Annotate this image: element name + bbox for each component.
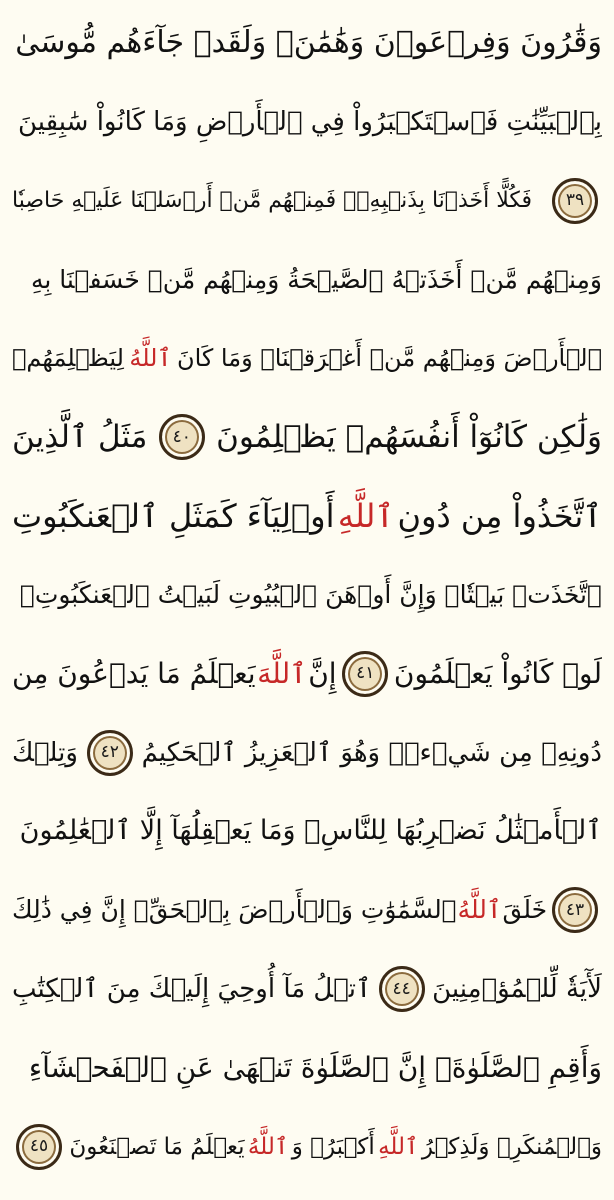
text-line (12, 877, 602, 943)
verse-text: خَلَقَ (502, 895, 548, 925)
text-line (12, 641, 602, 707)
divine-name-text: ٱللَّهَ (257, 656, 307, 690)
text-line (12, 1035, 602, 1101)
verse-text: بِٱلۡبَيِّنَٰتِ فَٱسۡتَكۡبَرُواْ فِي ٱلۡأَرۡضِ وَمَا كَانُواْ سَٰبِقِينَ (18, 106, 602, 137)
text-line (12, 10, 602, 76)
text-line (12, 247, 602, 313)
verse-text: لَوۡ كَانُواْ يَعۡلَمُونَ (393, 656, 602, 690)
divine-name-text: ٱللَّهِ (337, 497, 395, 536)
ayah-number-marker: ٤٣ (552, 887, 598, 933)
ayah-number-marker: ٤٤ (379, 966, 425, 1012)
ayah-number-marker: ٤٢ (87, 730, 133, 776)
verse-text: أَكۡبَرُۗ وَ (291, 1133, 375, 1160)
verse-text: وَمِنۡهُم مَّنۡ أَخَذَتۡهُ ٱلصَّيۡحَةُ وَمِنۡهُم مَّنۡ خَسَفۡنَا بِهِ (30, 264, 602, 294)
divine-name-text: ٱللَّهُ (129, 344, 172, 373)
text-line (12, 1114, 602, 1180)
verse-text: وَقَٰرُونَ وَفِرۡعَوۡنَ وَهَٰمَٰنَۖ وَلَقَدۡ جَآءَهُم مُّوسَىٰ (15, 25, 602, 60)
verse-text: لِيَظۡلِمَهُمۡ (12, 344, 124, 373)
verse-text: يَعۡلَمُ مَا تَصۡنَعُونَ (69, 1133, 245, 1160)
text-line (12, 168, 602, 234)
verse-text: ٱلۡأَمۡثَٰلُ نَضۡرِبُهَا لِلنَّاسِۖ وَمَا يَعۡقِلُهَآ إِلَّا ٱلۡعَٰلِمُونَ (19, 815, 602, 847)
text-line (12, 483, 602, 549)
verse-text: مَثَلُ ٱلَّذِينَ (12, 419, 148, 456)
text-line (12, 562, 602, 628)
verse-text: وَتِلۡكَ (12, 737, 78, 768)
text-line (12, 798, 602, 864)
verse-text: دُونِهِۦ مِن شَيۡءٖۚ وَهُوَ ٱلۡعَزِيزُ ٱلۡحَكِيمُ (141, 737, 602, 768)
text-line (12, 404, 602, 470)
verse-text: ٱتۡلُ مَآ أُوحِيَ إِلَيۡكَ مِنَ ٱلۡكِتَٰبِ (12, 974, 372, 1005)
ayah-number-marker: ٤٠ (159, 414, 205, 460)
ayah-number-marker: ٣٩ (552, 178, 598, 224)
verse-text: وَٱلۡمُنكَرِۗ وَلَذِكۡرُ (421, 1133, 602, 1160)
divine-name-text: ٱللَّهُ (457, 895, 502, 925)
verse-text: ٱلسَّمَٰوَٰتِ وَٱلۡأَرۡضَ بِٱلۡحَقِّۚ إِنَّ فِي ذَٰلِكَ (12, 895, 457, 925)
text-line (12, 325, 602, 391)
verse-text: وَلَٰكِن كَانُوٓاْ أَنفُسَهُمۡ يَظۡلِمُونَ (216, 419, 602, 456)
verse-text: أَوۡلِيَآءَ كَمَثَلِ ٱلۡعَنكَبُوتِ (12, 497, 335, 536)
verse-text: يَعۡلَمُ مَا يَدۡعُونَ مِن (12, 656, 256, 690)
verse-text: ٱلۡأَرۡضَ وَمِنۡهُم مَّنۡ أَغۡرَقۡنَاۚ وَمَا كَانَ (176, 344, 602, 373)
divine-name-text: ٱللَّهِ (378, 1133, 419, 1160)
verse-text: وَأَقِمِ ٱلصَّلَوٰةَۖ إِنَّ ٱلصَّلَوٰةَ تَنۡهَىٰ عَنِ ٱلۡفَحۡشَآءِ (28, 1050, 602, 1084)
verse-text: فَكُلًّا أَخَذۡنَا بِذَنۢبِهِۦۖ فَمِنۡهُم مَّنۡ أَرۡسَلۡنَا عَلَيۡهِ حَاصِبٗا (12, 187, 533, 213)
ayah-number-marker: ٤٥ (16, 1124, 62, 1170)
text-line (12, 956, 602, 1022)
text-line (12, 720, 602, 786)
verse-text: ٱتَّخَذُواْ مِن دُونِ (397, 497, 602, 536)
verse-text: ٱتَّخَذَتۡ بَيۡتٗاۖ وَإِنَّ أَوۡهَنَ ٱلۡبُيُوتِ لَبَيۡتُ ٱلۡعَنكَبُوتِۖ (19, 579, 602, 609)
ayah-number-marker: ٤١ (342, 651, 388, 697)
text-line (12, 89, 602, 155)
verse-text: إِنَّ (308, 656, 337, 690)
text-lines (12, 10, 602, 1180)
verse-text: لَأٓيَةٗ لِّلۡمُؤۡمِنِينَ (432, 974, 602, 1005)
divine-name-text: ٱللَّهُ (247, 1133, 289, 1160)
